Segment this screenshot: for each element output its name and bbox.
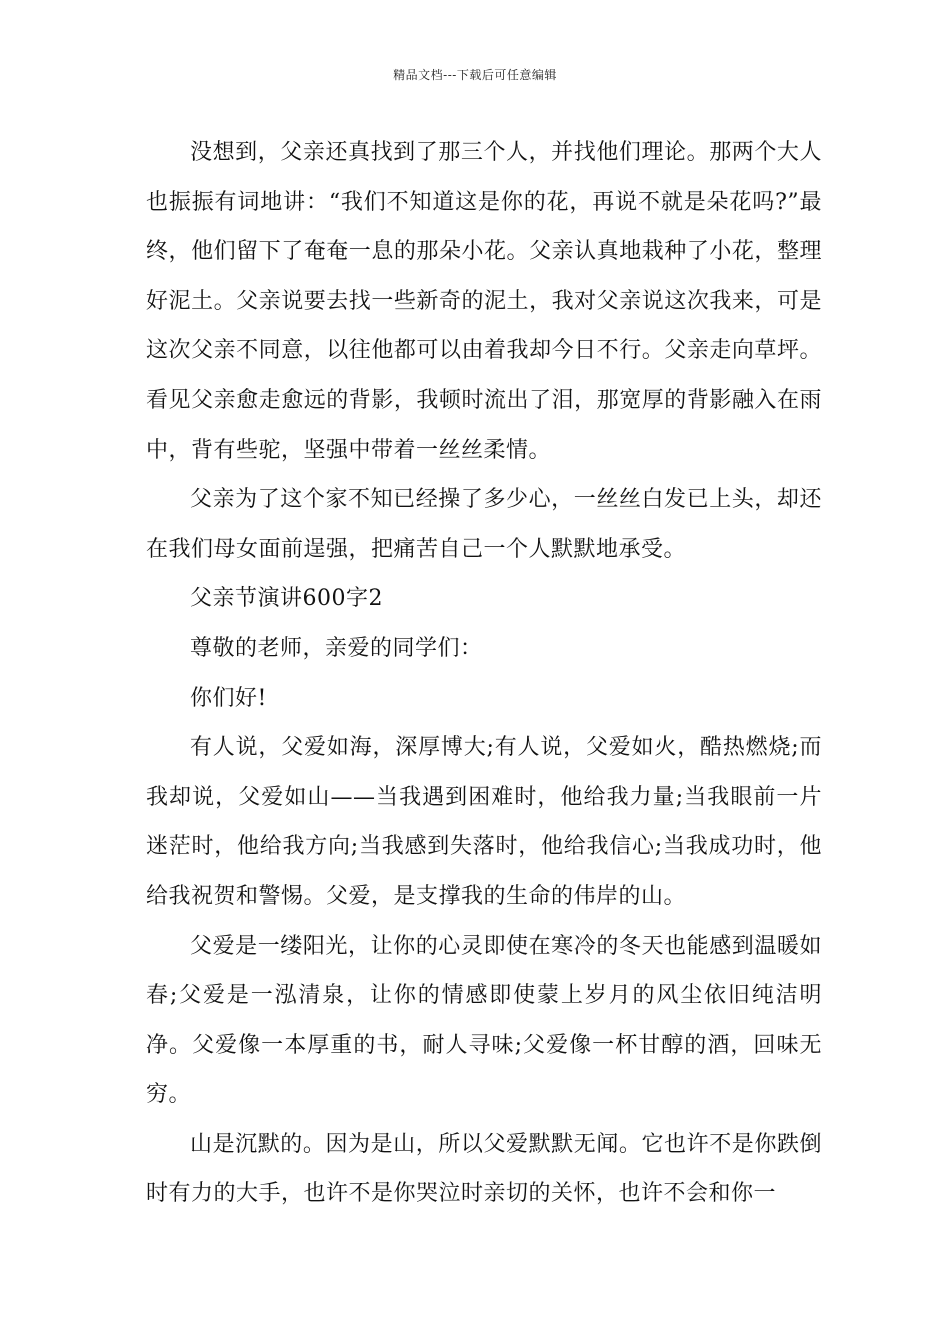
section-heading: 父亲节演讲600字2 [190,586,383,612]
paragraph: 有人说，父爱如海，深厚博大;有人说，父爱如火，酷热燃烧;而我却说，父爱如山——当我遇到困难时，他给我力量;当我眼前一片迷茫时，他给我方向;当我感到失落时，他给我信心;当我成功时，他给我祝贺和警惕。父爱，是支撑我的生命的伟岸的山。 [146,735,822,909]
page-header: 精品文档---下载后可任意编辑 [393,68,557,82]
paragraph: 父爱是一缕阳光，让你的心灵即使在寒冷的冬天也能感到温暖如春;父爱是一泓清泉，让你的情感即使蒙上岁月的风尘依旧纯洁明净。父爱像一本厚重的书，耐人寻味;父爱像一杯甘醇的酒，回味无穷。 [146,933,822,1108]
paragraph: 山是沉默的。因为是山，所以父爱默默无闻。它也许不是你跌倒时有力的大手，也许不是你哭泣时亲切的关怀，也许不会和你一 [146,1131,822,1207]
greeting: 你们好! [190,685,267,711]
salutation: 尊敬的老师，亲爱的同学们： [190,635,483,661]
paragraph: 父亲为了这个家不知已经操了多少心，一丝丝白发已上头，却还在我们母女面前逞强，把痛苦自己一个人默默地承受。 [146,487,822,562]
document-body [146,128,822,1219]
paragraph: 没想到，父亲还真找到了那三个人，并找他们理论。那两个大人也振振有词地讲：“我们不知道这是你的花，再说不就是朵花吗?”最终，他们留下了奄奄一息的那朵小花。父亲认真地栽种了小花，整理好泥土。父亲说要去找一些新奇的泥土，我对父亲说这次我来，可是这次父亲不同意，以往他都可以由着我却今日不行。父亲走向草坪。看见父亲愈走愈远的背影，我顿时流出了泪，那宽厚的背影融入在雨中，背有些驼，坚强中带着一丝丝柔情。 [146,140,822,463]
